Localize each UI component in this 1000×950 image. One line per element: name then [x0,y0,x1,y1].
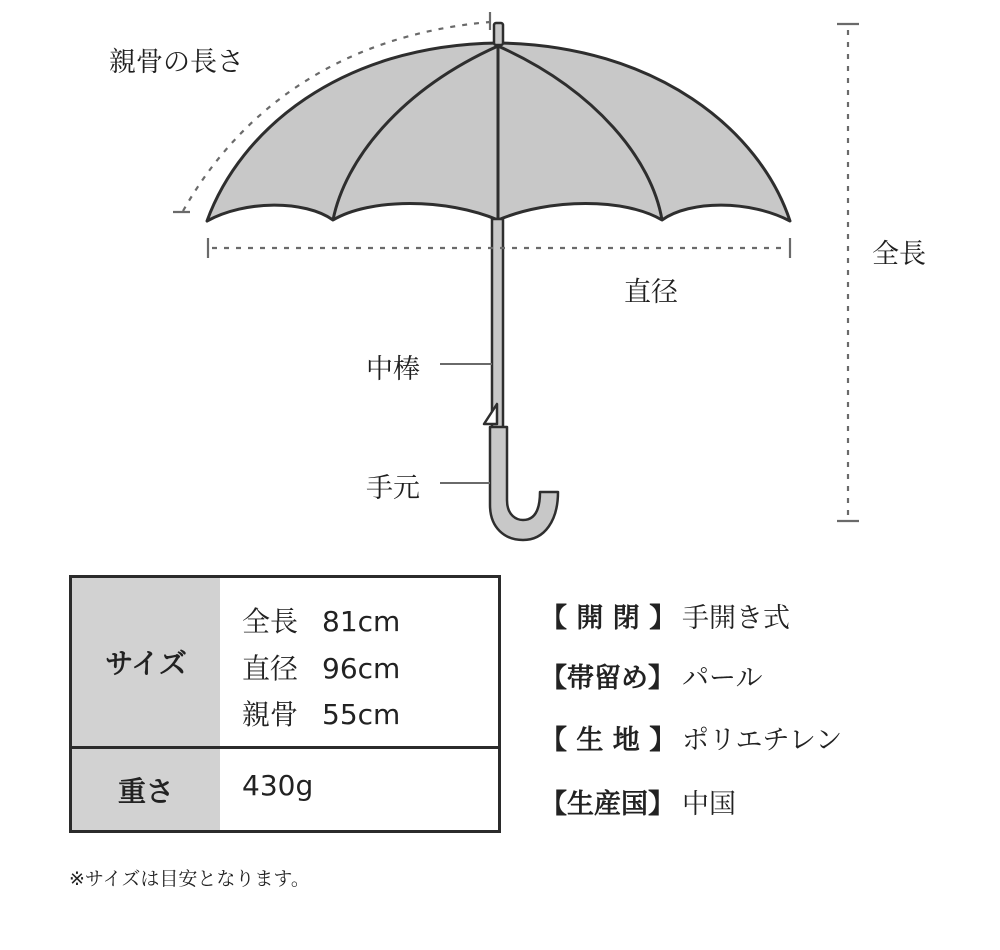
umbrella-spring [484,404,497,424]
size-values [220,578,498,746]
attr-value: ポリエチレン [682,725,843,756]
size-value: 96cm [322,652,401,685]
size-value: 81cm [322,605,401,638]
size-row-rib [242,693,400,733]
spec-row-weight [72,749,498,830]
spec-row-size [72,578,498,749]
size-row-total-length [242,600,400,640]
attr-key: 【生産国】 [540,789,675,820]
size-key: 直径 [242,652,299,685]
attr-value: パール [682,663,763,694]
attr-value: 中国 [682,789,736,820]
umbrella-shaft [492,219,503,429]
size-key: 全長 [242,605,299,638]
weight-header: 重さ [72,749,220,830]
size-header: サイズ [72,578,220,746]
diameter-label: 直径 [624,277,678,308]
umbrella-tip [494,23,503,45]
handle-label: 手元 [366,473,420,504]
spec-table [69,575,501,833]
attr-fabric [540,718,842,757]
attr-key: 【 生 地 】 [540,725,677,756]
size-value: 55cm [322,698,401,731]
weight-value: 430g [242,769,314,802]
attr-opening [540,596,790,635]
shaft-label: 中棒 [366,354,420,385]
rib-length-label: 親骨の長さ [109,47,244,78]
attr-strap [540,656,762,695]
attr-value: 手開き式 [682,603,790,634]
size-note: ※サイズは目安となります。 [69,868,310,890]
size-key: 親骨 [242,698,299,731]
size-row-diameter [242,647,400,687]
umbrella-handle [490,427,558,540]
attr-key: 【 開 閉 】 [540,603,677,634]
attr-origin [540,782,736,821]
weight-cell [220,749,498,830]
attr-key: 【帯留め】 [540,663,675,694]
total-length-label: 全長 [872,239,926,270]
